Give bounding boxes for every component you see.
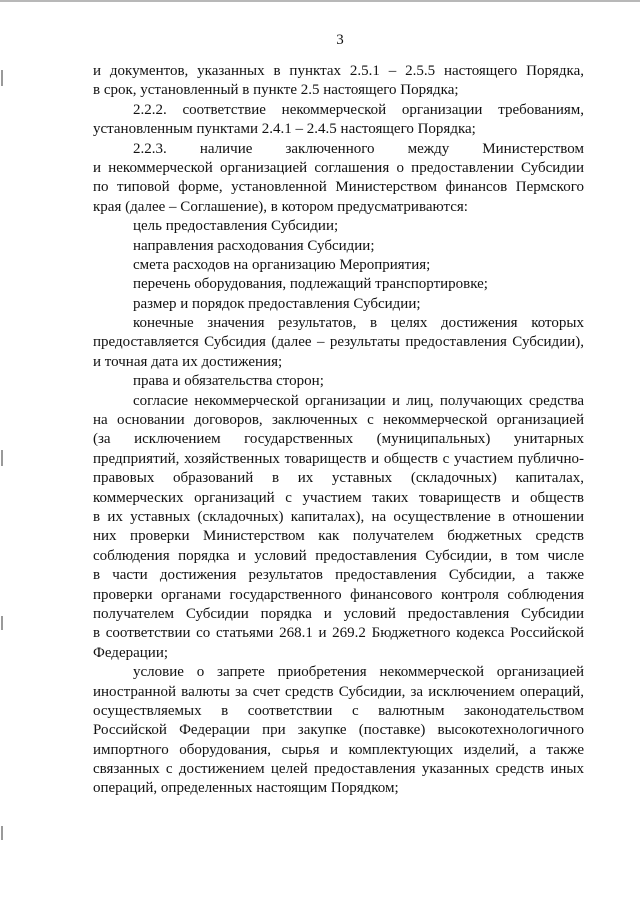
text-line: них проверки Министерством как получателем бюджетных средств [93,528,584,545]
text-line: перечень оборудования, подлежащий транспортировке; [133,276,488,293]
scan-mark [1,70,3,86]
paragraph [93,295,584,314]
text-line: осуществляемых в соответствии с валютным законодательством [93,702,584,719]
paragraph [93,372,584,391]
paragraph [93,217,584,236]
text-line: иностранной валюты за счет средств Субсидии, за исключением операций, [93,683,584,700]
paragraph [93,663,584,799]
text-line: Российской Федерации при закупке (поставке) высокотехнологичного [93,722,584,739]
text-line: в соответствии со статьями 268.1 и 269.2 Бюджетного кодекса Российской [93,625,584,642]
text-line: коммерческих организаций с участием таких товариществ и обществ [93,489,584,506]
text-line: импортного оборудования, сырья и комплектующих изделий, а также [93,741,584,758]
paragraph [93,275,584,294]
text-line: в части достижения результатов предоставления Субсидии, а также [93,567,584,584]
text-line: Федерации; [93,644,169,661]
text-line: конечные значения результатов, в целях достижения которых [133,315,584,332]
text-line: по типовой форме, установленной Министерством финансов Пермского [93,179,584,196]
text-line: размер и порядок предоставления Субсидии; [133,295,421,312]
scan-mark [1,450,3,466]
document-body [93,62,584,799]
scan-edge [0,0,640,2]
text-line: операций, определенных настоящим Порядком; [93,780,399,797]
text-line: согласие некоммерческой организации и лиц, получающих средства [133,392,584,409]
paragraph [93,314,584,372]
text-line: условие о запрете приобретения некоммерческой организацией [133,664,584,681]
paragraph [93,62,584,101]
page-number: 3 [336,32,344,48]
paragraph [93,140,584,218]
text-line: направления расходования Субсидии; [133,237,375,254]
scan-mark [1,826,3,840]
paragraph [93,237,584,256]
text-line: установленным пунктами 2.4.1 – 2.4.5 настоящего Порядка; [93,121,476,138]
text-line: смета расходов на организацию Мероприятия; [133,256,431,273]
text-line: 2.2.3. наличие заключенного между Министерством [133,140,584,157]
text-line: правовых образований в их уставных (складочных) капиталах, [93,470,584,487]
text-line: соблюдения порядка и условий предоставления Субсидии, в том числе [93,547,584,564]
paragraph [93,392,584,663]
text-line: и точная дата их достижения; [93,353,283,370]
text-line: в их уставных (складочных) капиталах), на осуществление в отношении [93,508,584,525]
text-line: предоставляется Субсидия (далее – результаты предоставления Субсидии), [93,334,584,351]
paragraph [93,101,584,140]
text-line: проверки органами государственного финансового контроля соблюдения [93,586,584,603]
text-line: связанных с достижением целей предоставления указанных средств иных [93,761,584,778]
text-line: и документов, указанных в пунктах 2.5.1 – 2.5.5 настоящего Порядка, [93,63,584,79]
text-line: получателем Субсидии порядка и условий предоставления Субсидии [93,605,584,622]
scan-mark [1,616,3,630]
text-line: и некоммерческой организацией соглашения о предоставлении Субсидии [93,159,584,176]
text-line: (за исключением государственных (муниципальных) унитарных [93,431,584,448]
text-line: в срок, установленный в пункте 2.5 настоящего Порядка; [93,82,459,99]
text-line: на основании договоров, заключенных с некоммерческой организацией [93,412,584,429]
text-line: края (далее – Соглашение), в котором предусматриваются: [93,198,468,215]
text-line: предприятий, хозяйственных товариществ и обществ с участием публично- [93,450,584,467]
text-line: права и обязательства сторон; [133,373,324,390]
text-line: цель предоставления Субсидии; [133,218,339,235]
text-line: 2.2.2. соответствие некоммерческой организации требованиям, [133,101,584,118]
paragraph [93,256,584,275]
